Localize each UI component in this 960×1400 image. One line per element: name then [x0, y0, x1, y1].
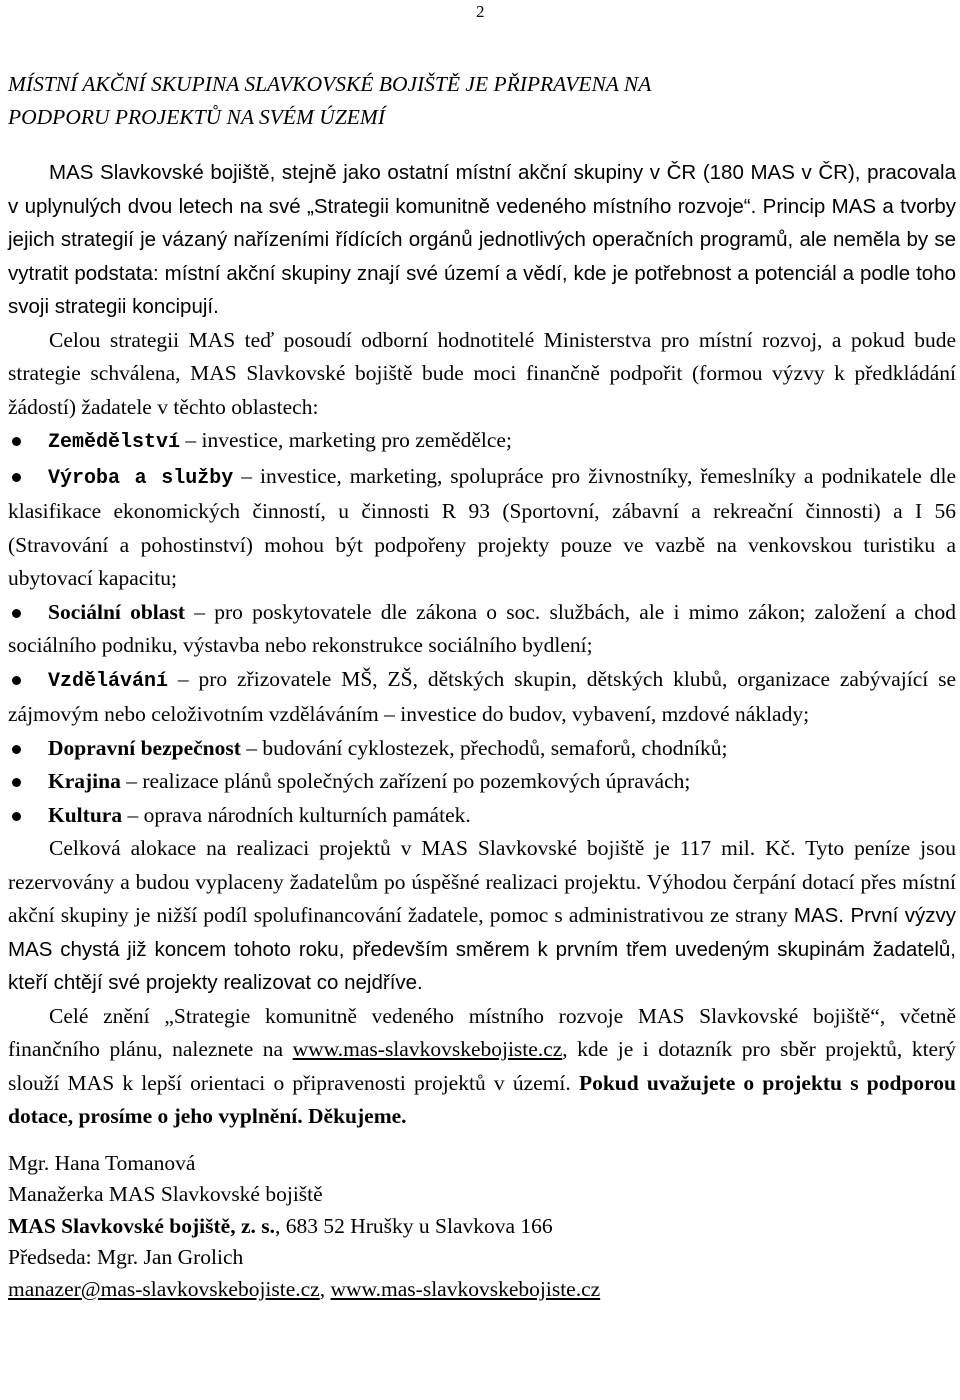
list-item-term: Kultura [48, 802, 123, 827]
list-item-krajina [8, 765, 956, 799]
page-number: 2 [476, 2, 485, 21]
org-address: , 683 52 Hrušky u Slavkova 166 [274, 1213, 553, 1238]
list-item-kultura [8, 799, 956, 833]
list-item-term: Sociální oblast [48, 599, 186, 624]
list-item-text: – budování cyklostezek, přechodů, semaforů, chodníků; [240, 735, 728, 760]
intro-text-part1: MAS Slavkovské bojiště, stejně jako ostatní místní akční skupiny v ČR (180 MAS v ČR), pracovala v uplynulých dvou letech na své „Strategii komunitně vedeného místního rozvoje“. [8, 161, 956, 218]
title-line-1: MÍSTNÍ AKČNÍ SKUPINA SLAVKOVSKÉ BOJIŠTĚ JE PŘIPRAVENA NA [8, 72, 652, 96]
allocation-paragraph [8, 832, 956, 1000]
signature-name: Mgr. Hana Tomanová [8, 1150, 196, 1175]
support-areas-list [8, 424, 956, 832]
list-item-socialni [8, 596, 956, 663]
bullet-icon [12, 812, 21, 821]
list-item-text: – investice, marketing pro zemědělce; [180, 428, 512, 452]
bullet-icon [12, 676, 21, 685]
list-item-text: – oprava národních kulturních památek. [122, 802, 471, 827]
bullet-icon [12, 609, 21, 618]
allocation-text-part2: MAS. První výzvy MAS chystá již koncem tohoto roku, především směrem k prvním třem uvedeným skupinám žadatelů, kteří chtějí své projekty realizovat co nejdříve. [8, 904, 956, 994]
list-item-term: Výroba a služby [48, 466, 234, 490]
signature-contacts [8, 1274, 956, 1306]
call-to-action: Pokud uvažujete o projektu s podporou dotace, prosíme o jeho vyplnění. Děkujeme. [8, 1070, 956, 1128]
email-link[interactable]: manazer@mas-slavkovskebojiste.cz [8, 1276, 320, 1301]
list-item-vzdelavani [8, 663, 956, 732]
bullet-icon [12, 473, 21, 482]
list-item-term: Zemědělství [48, 431, 181, 454]
link-text-part1: Celé znění „Strategie komunitně vedeného místního rozvoje MAS Slavkovské bojiště“, včetně finančního plánu, naleznete na [8, 1003, 956, 1061]
website-link-footer[interactable]: www.mas-slavkovskebojiste.cz [330, 1276, 601, 1301]
list-item-term: Krajina [48, 769, 121, 793]
list-item-term: Dopravní bezpečnost [48, 735, 241, 760]
bullet-icon [12, 778, 21, 787]
list-item-doprava [8, 732, 956, 766]
signature-org [8, 1211, 956, 1243]
signature-block [8, 1148, 956, 1306]
list-item-term: Vzdělávání [48, 669, 169, 693]
title-line-2: PODPORU PROJEKTŮ NA SVÉM ÚZEMÍ [8, 105, 385, 129]
list-item-text: – realizace plánů společných zařízení po pozemkových úpravách; [120, 769, 691, 793]
contact-separator: , [319, 1276, 331, 1301]
intro-text-part2: Princip MAS a tvorby jejich strategií je vázaný nařízeními řídících orgánů jednotlivých operačních programů, ale neměla by se vytratit podstata: místní akční skupiny znají své území a vědí, kde je potřebnost a potenciál a podle toho svoji strategii koncipují. [8, 194, 956, 318]
strategy-link-paragraph [8, 1000, 956, 1134]
article-title [8, 68, 956, 134]
link-text-part2: , kde je i dotazník pro sběr projektů, který slouží MAS k lepší orientaci o připravenosti projektů v území. [8, 1037, 956, 1095]
signature-role: Manažerka MAS Slavkovské bojiště [8, 1182, 323, 1206]
list-item-text: – pro zřizovatele MŠ, ZŠ, dětských skupin, dětských klubů, organizace zabývající se zájmovým nebo celoživotním vzděláváním – investice do budov, vybavení, mzdové náklady; [8, 666, 956, 726]
bullet-icon [12, 745, 21, 754]
list-item-zemedelstvi [8, 424, 956, 460]
org-name: MAS Slavkovské bojiště, z. s. [8, 1213, 275, 1238]
signature-chair: Předseda: Mgr. Jan Grolich [8, 1245, 244, 1269]
bullet-icon [12, 437, 21, 446]
website-link[interactable]: www.mas-slavkovskebojiste.cz [292, 1037, 563, 1061]
allocation-text-part1: Celková alokace na realizaci projektů v MAS Slavkovské bojiště je 117 mil. Kč. Tyto peníze jsou rezervovány a budou vyplaceny žadatelům po úspěšné realizaci projektu. Výhodou čerpání dotací přes místní akční skupiny je nižší podíl spolufinancování žadatele, pomoc s administrativou ze strany [8, 836, 956, 927]
article [8, 68, 956, 1305]
strategy-paragraph: Celou strategii MAS teď posoudí odborní hodnotitelé Ministerstva pro místní rozvoj, a pokud bude strategie schválena, MAS Slavkovské bojiště bude moci finančně podpořit (formou výzvy k předkládání žádostí) žadatele v těchto oblastech: [8, 327, 956, 419]
list-item-text: – pro poskytovatele dle zákona o soc. službách, ale i mimo zákon; založení a chod sociálního podniku, výstavba nebo rekonstrukce sociálního bydlení; [8, 599, 956, 657]
intro-paragraph [8, 156, 956, 324]
list-item-text: – investice, marketing, spolupráce pro živnostníky, řemeslníky a podnikatele dle klasifikace ekonomických činností, u činnosti R 93 (Sportovní, zábavní a rekreační činnosti) a I 56 (Stravování a pohostinství) mohou být podpořeny projekty pouze ve vazbě na venkovskou turistiku a ubytovací kapacitu; [8, 463, 956, 590]
list-item-vyroba [8, 460, 956, 596]
